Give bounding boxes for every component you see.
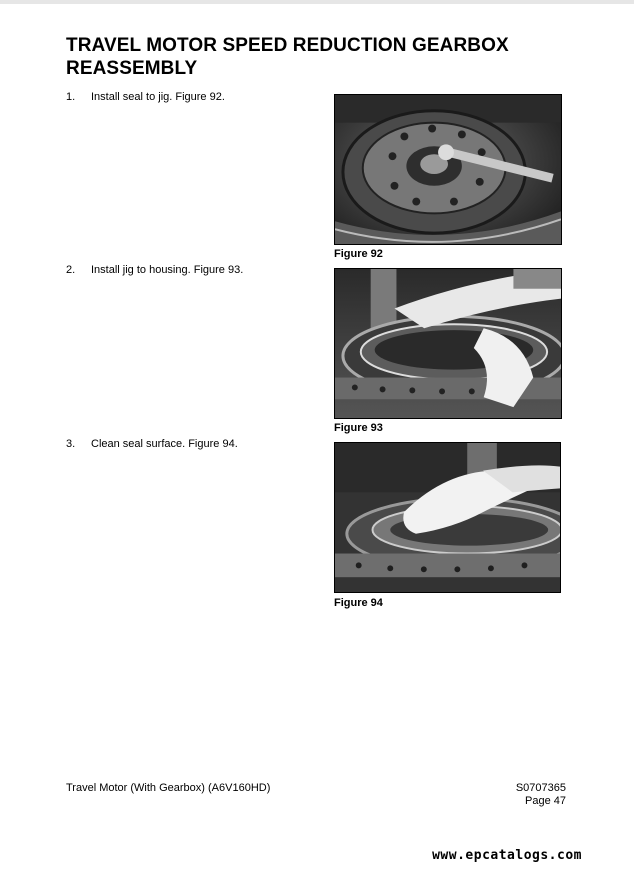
- page-title-line-2: REASSEMBLY: [66, 58, 198, 79]
- figure-93-caption: Figure 93: [334, 422, 383, 434]
- step-number: 1.: [66, 91, 76, 103]
- figure-92-caption: Figure 92: [334, 248, 383, 260]
- footer-document-title: Travel Motor (With Gearbox) (A6V160HD): [66, 782, 271, 794]
- figure-93-photo: [334, 268, 562, 419]
- figure-94-caption: Figure 94: [334, 597, 383, 609]
- watermark-link[interactable]: www.epcatalogs.com: [432, 848, 582, 863]
- page-number: Page 47: [525, 795, 566, 807]
- top-rule: [0, 0, 634, 4]
- step-number: 2.: [66, 264, 76, 276]
- step-1: [66, 90, 225, 104]
- figure-94-photo: [334, 442, 561, 593]
- step-3: [66, 437, 238, 451]
- step-text: Install jig to housing. Figure 93.: [91, 264, 244, 276]
- step-text: Clean seal surface. Figure 94.: [91, 438, 238, 450]
- step-number: 3.: [66, 438, 76, 450]
- page-title: [66, 34, 586, 80]
- step-text: Install seal to jig. Figure 92.: [91, 91, 225, 103]
- step-2: [66, 263, 243, 277]
- figure-92-photo: [334, 94, 562, 245]
- footer-page-info: [516, 782, 566, 808]
- document-number: S0707365: [515, 782, 566, 794]
- page-title-line-1: TRAVEL MOTOR SPEED REDUCTION GEARBOX: [66, 35, 509, 56]
